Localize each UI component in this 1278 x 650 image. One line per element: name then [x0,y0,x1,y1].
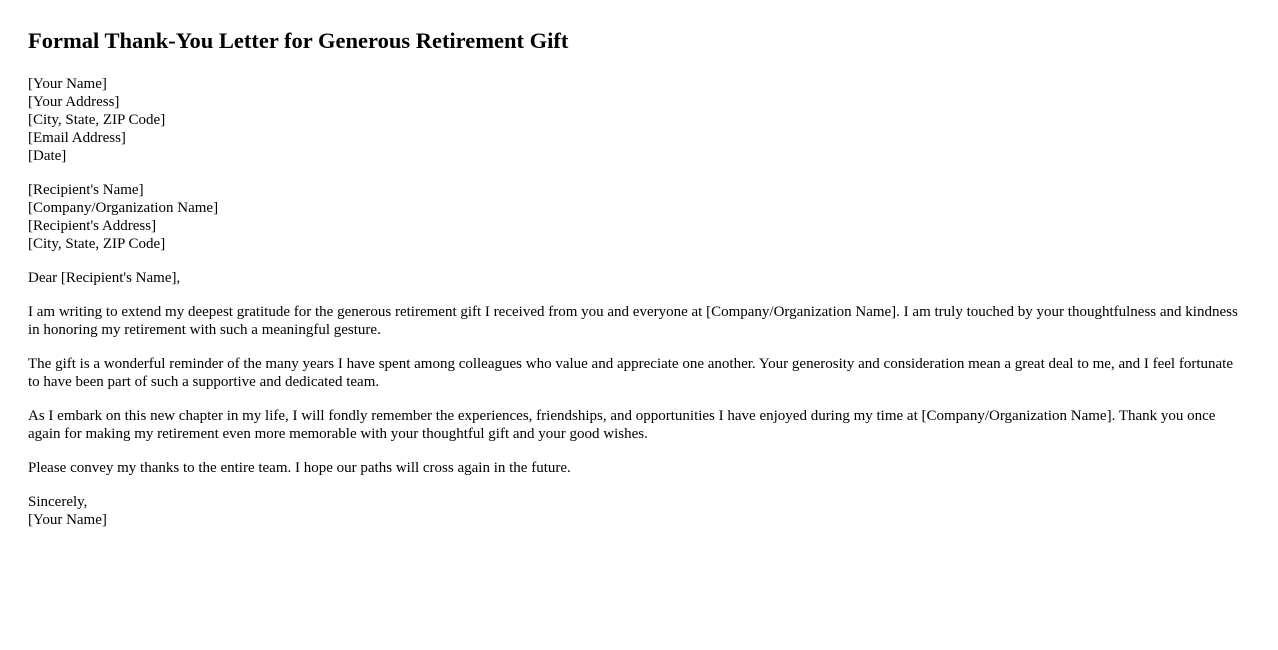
sender-city-state-zip: [City, State, ZIP Code] [28,112,166,128]
recipient-name: [Recipient's Name] [28,182,144,198]
closing-block [28,493,1243,529]
body-paragraph-1: I am writing to extend my deepest gratitude for the generous retirement gift I received from you and everyone at [Company/Organization Name]. I am truly touched by your thoughtfulness and kindness in honoring my retirement with such a meaningful gesture. [28,304,1238,338]
sender-email: [Email Address] [28,130,126,146]
closing: Sincerely, [28,494,88,510]
signature-name: [Your Name] [28,512,107,528]
body-paragraph-3: As I embark on this new chapter in my life, I will fondly remember the experiences, friendships, and opportunities I have enjoyed during my time at [Company/Organization Name]. Thank you once again for making my retirement even more memorable with your thoughtful gift and your good wishes. [28,408,1216,442]
sender-block [28,75,1243,165]
sender-address: [Your Address] [28,94,120,110]
page-title: Formal Thank-You Letter for Generous Retirement Gift [28,28,569,53]
salutation: Dear [Recipient's Name], [28,270,181,286]
recipient-company: [Company/Organization Name] [28,200,219,216]
letter-date: [Date] [28,148,67,164]
body-paragraph-4: Please convey my thanks to the entire team. I hope our paths will cross again in the future. [28,460,571,476]
body-paragraph-2: The gift is a wonderful reminder of the many years I have spent among colleagues who value and appreciate one another. Your generosity and consideration mean a great deal to me, and I feel fortunate to have been part of such a supportive and dedicated team. [28,356,1233,390]
recipient-address: [Recipient's Address] [28,218,157,234]
recipient-block [28,181,1243,253]
sender-name: [Your Name] [28,76,107,92]
recipient-city-state-zip: [City, State, ZIP Code] [28,236,166,252]
